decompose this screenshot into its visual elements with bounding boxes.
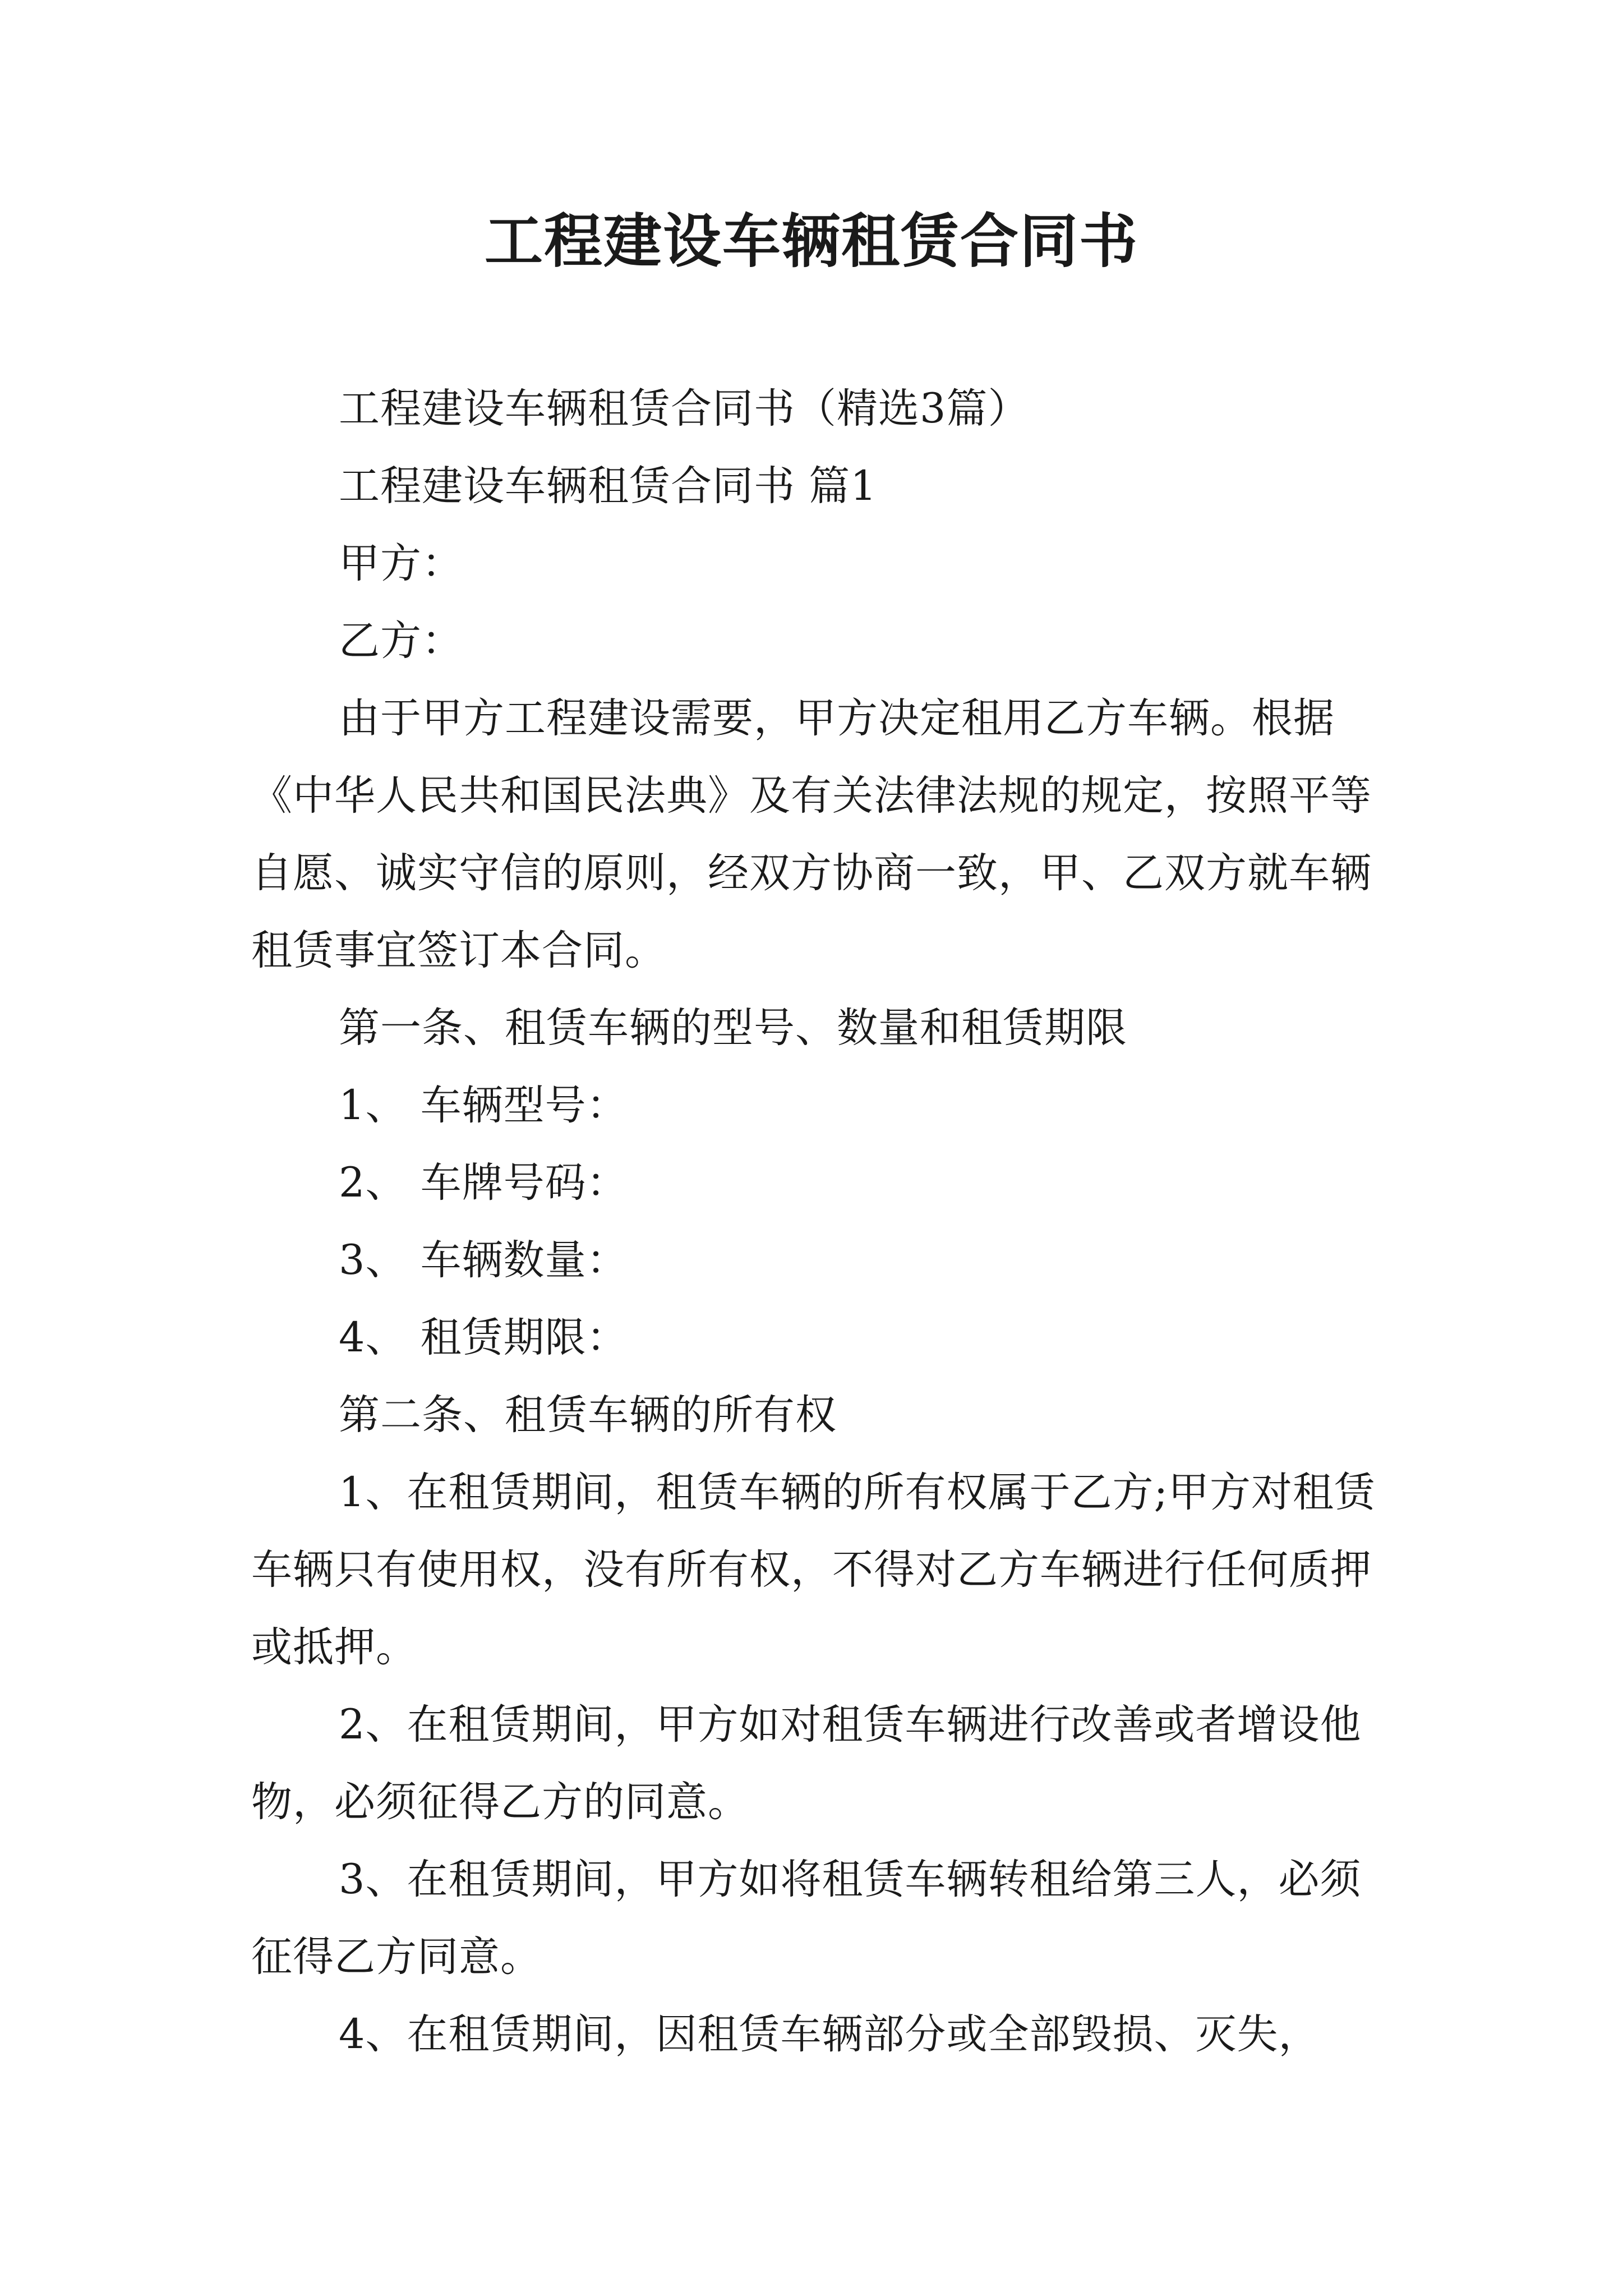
paragraph-ownership-clause-2: 2、在租赁期间，甲方如对租赁车辆进行改善或者增设他物，必须征得乙方的同意。 [251,1701,1362,1826]
paragraph-subtitle: 工程建设车辆租赁合同书（精选3篇） [339,385,1030,432]
paragraph-article-2-heading: 第二条、租赁车辆的所有权 [339,1391,837,1439]
paragraph-article-1-heading: 第一条、租赁车辆的型号、数量和租赁期限 [339,1004,1127,1052]
paragraph-preamble: 由于甲方工程建设需要，甲方决定租用乙方车辆。根据《中华人民共和国民法典》及有关法律法规的规定，按照平等自愿、诚实守信的原则，经双方协商一致，甲、乙双方就车辆租赁事宜签订本合同。 [251,694,1372,974]
paragraph-lease-term: 4、 租赁期限： [339,1314,628,1361]
paragraph-ownership-clause-4: 4、在租赁期间，因租赁车辆部分或全部毁损、灭失， [339,2010,1320,2058]
paragraph-party-a: 甲方： [339,540,463,587]
document-title: 工程建设车辆租赁合同书 [484,206,1138,275]
paragraph-ownership-clause-1: 1、在租赁期间，租赁车辆的所有权属于乙方;甲方对租赁车辆只有使用权，没有所有权，不得对乙方车辆进行任何质押或抵押。 [251,1469,1376,1671]
paragraph-party-b: 乙方： [339,617,463,665]
paragraph-vehicle-model: 1、 车辆型号： [339,1082,628,1129]
paragraph-section-heading: 工程建设车辆租赁合同书 篇1 [339,462,877,510]
paragraph-plate-number: 2、 车牌号码： [339,1159,628,1207]
document-body [251,370,1391,2073]
paragraph-ownership-clause-3: 3、在租赁期间，甲方如将租赁车辆转租给第三人，必须征得乙方同意。 [251,1856,1362,1981]
paragraph-vehicle-count: 3、 车辆数量： [339,1236,628,1284]
